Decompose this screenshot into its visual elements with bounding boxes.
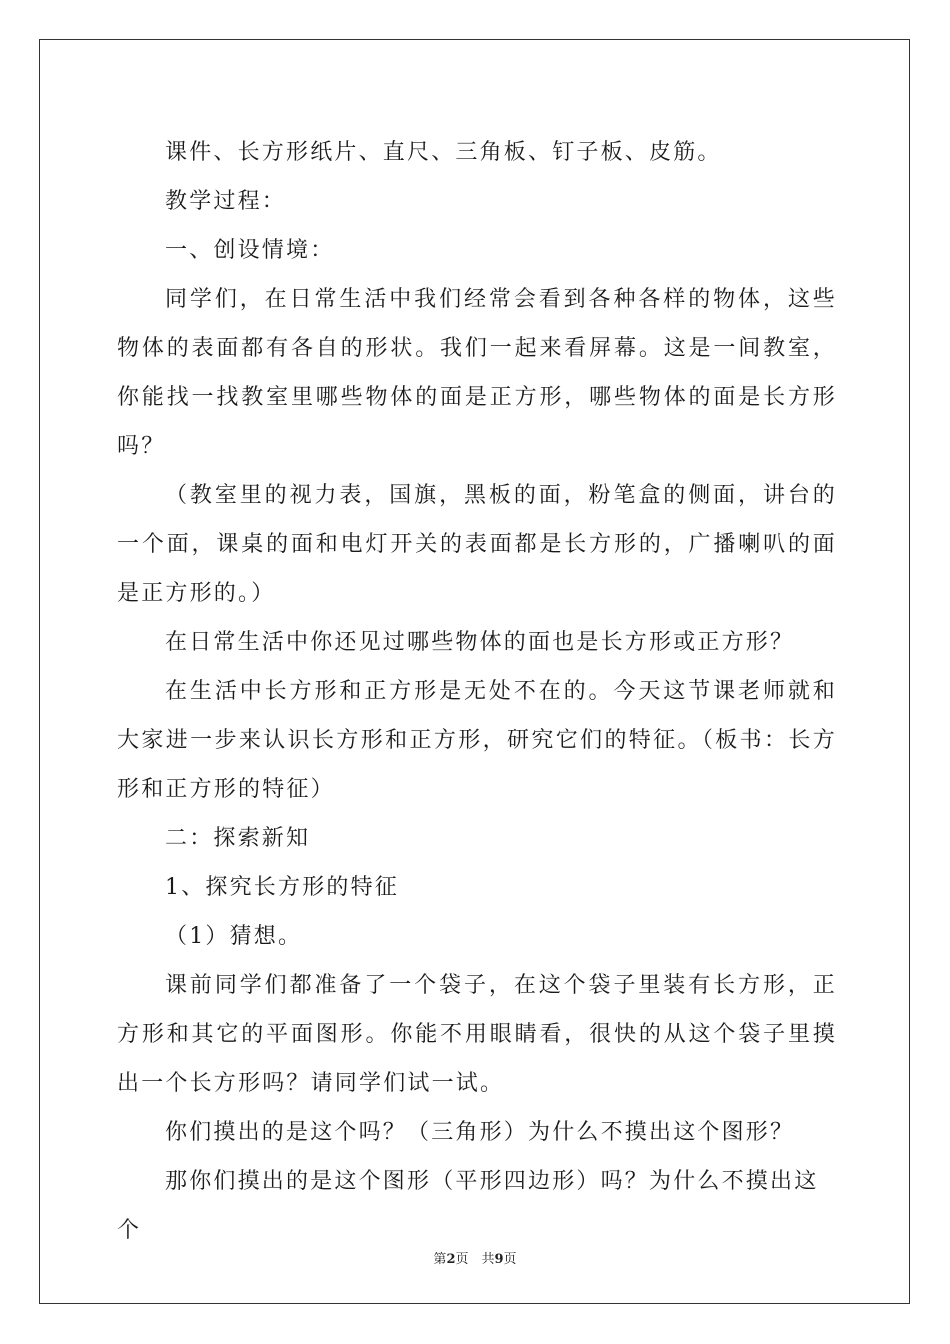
page-suffix: 页 [503,1252,517,1267]
paragraph-parallelogram-question: 那你们摸出的是这个图形（平形四边形）吗？为什么不摸出这个 [117,1169,819,1243]
step-heading-guess: （1）猜想。 [165,924,303,949]
section-heading-1: 一、创设情境： [165,238,335,263]
paragraph-materials: 课件、长方形纸片、直尺、三角板、钉子板、皮筋。 [165,140,722,165]
paragraph-process-heading: 教学过程： [165,189,287,214]
page-number-footer [0,1248,950,1267]
paragraph-bag-activity: 课前同学们都准备了一个袋子，在这个袋子里装有长方形，正方形和其它的平面图形。你能不用眼睛看，很快的从这个袋子里摸出一个长方形吗？请同学们试一试。 [117,973,837,1096]
paragraph-topic: 在生活中长方形和正方形是无处不在的。今天这节课老师就和大家进一步来认识长方形和正方形，研究它们的特征。（板书：长方形和正方形的特征） [117,679,837,802]
paragraph-question: 在日常生活中你还见过哪些物体的面也是长方形或正方形？ [165,630,795,655]
paragraph-examples: （教室里的视力表，国旗，黑板的面，粉笔盒的侧面，讲台的一个面，课桌的面和电灯开关的表面都是长方形的，广播喇叭的面是正方形的。） [117,483,837,606]
paragraph-triangle-question: 你们摸出的是这个吗？（三角形）为什么不摸出这个图形？ [165,1120,795,1145]
page-current: 2 [446,1252,456,1267]
paragraph-intro: 同学们，在日常生活中我们经常会看到各种各样的物体，这些物体的表面都有各自的形状。我们一起来看屏幕。这是一间教室，你能找一找教室里哪些物体的面是正方形，哪些物体的面是长方形吗？ [117,287,837,459]
document-body [117,128,837,1255]
subsection-heading-1: 1、探究长方形的特征 [165,875,399,900]
page-prefix: 第 [433,1252,447,1267]
section-heading-2: 二：探索新知 [165,826,311,851]
page-total: 9 [494,1252,504,1267]
page-mid: 页 共 [455,1252,495,1267]
